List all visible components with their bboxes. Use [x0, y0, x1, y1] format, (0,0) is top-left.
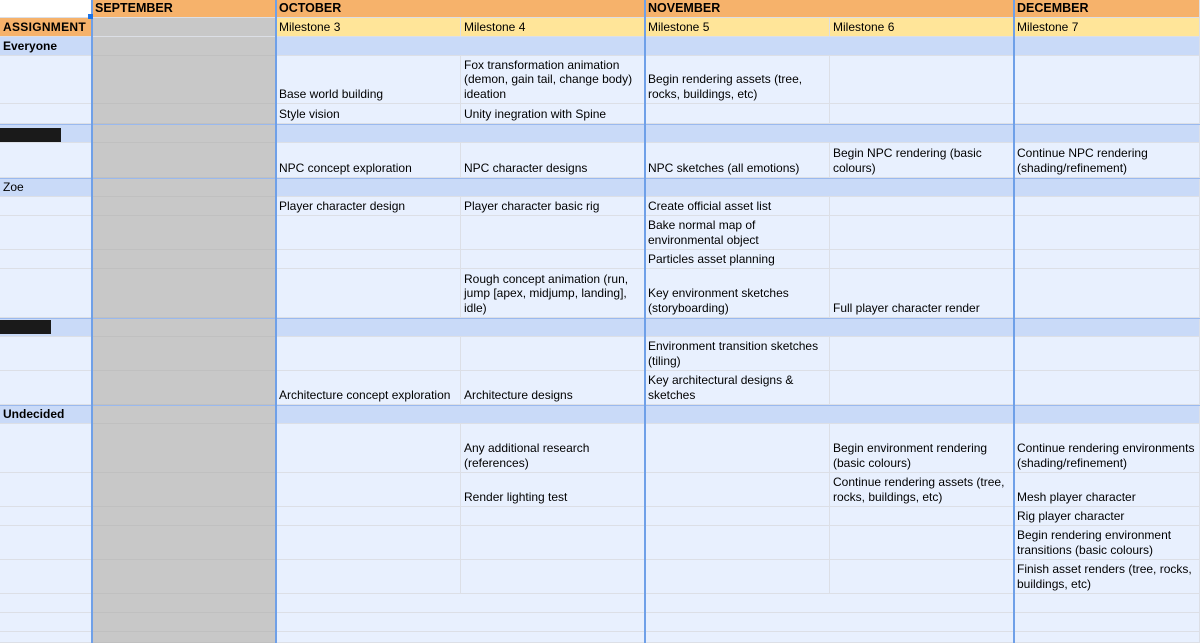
month-divider — [644, 0, 646, 643]
task-cell[interactable] — [276, 594, 1200, 613]
milestone-7[interactable]: Milestone 7 — [1014, 18, 1200, 37]
row-divider — [0, 318, 1200, 319]
task-cell[interactable]: NPC concept exploration — [276, 143, 461, 178]
task-cell[interactable] — [276, 269, 461, 318]
task-cell[interactable] — [276, 526, 461, 560]
task-cell[interactable] — [276, 424, 461, 473]
task-cell[interactable] — [461, 216, 645, 250]
milestone-4[interactable]: Milestone 4 — [461, 18, 645, 37]
september-cell[interactable] — [92, 424, 276, 473]
task-cell[interactable] — [461, 250, 645, 269]
task-cell[interactable] — [276, 613, 1200, 632]
task-cell[interactable]: Player character design — [276, 197, 461, 216]
task-cell[interactable]: Rig player character — [1014, 507, 1200, 526]
task-cell[interactable] — [830, 56, 1014, 104]
task-cell[interactable] — [276, 560, 461, 594]
redacted-name-bar — [0, 128, 61, 142]
task-cell[interactable]: Particles asset planning — [645, 250, 830, 269]
task-cell[interactable] — [1014, 337, 1200, 371]
assignee-cell[interactable] — [0, 337, 92, 371]
row-divider — [0, 405, 1200, 406]
task-cell[interactable] — [461, 507, 645, 526]
task-cell[interactable]: Begin rendering assets (tree, rocks, buildings, etc) — [645, 56, 830, 104]
month-header-october[interactable]: OCTOBER — [276, 0, 645, 18]
task-cell[interactable] — [830, 104, 1014, 124]
group-cell[interactable] — [276, 405, 1200, 424]
task-cell[interactable]: Begin NPC rendering (basic colours) — [830, 143, 1014, 178]
month-divider — [275, 0, 277, 643]
september-cell[interactable] — [92, 143, 276, 178]
september-cell[interactable] — [92, 318, 276, 337]
task-cell[interactable] — [830, 197, 1014, 216]
task-cell[interactable]: Continue NPC rendering (shading/refinement) — [1014, 143, 1200, 178]
assignee-cell[interactable] — [0, 613, 92, 632]
task-cell[interactable]: Create official asset list — [645, 197, 830, 216]
september-cell[interactable] — [92, 371, 276, 405]
task-cell[interactable] — [1014, 56, 1200, 104]
task-cell[interactable] — [1014, 197, 1200, 216]
task-cell[interactable] — [830, 371, 1014, 405]
task-cell[interactable]: Bake normal map of environmental object — [645, 216, 830, 250]
milestone-5[interactable]: Milestone 5 — [645, 18, 830, 37]
assignee-cell[interactable] — [0, 632, 92, 643]
september-cell[interactable] — [92, 632, 276, 643]
task-cell[interactable]: Render lighting test — [461, 473, 645, 507]
september-cell[interactable] — [92, 337, 276, 371]
task-cell[interactable] — [1014, 269, 1200, 318]
assignee-cell[interactable] — [0, 269, 92, 318]
september-cell[interactable] — [92, 594, 276, 613]
task-cell[interactable] — [645, 424, 830, 473]
month-header-september[interactable]: SEPTEMBER — [92, 0, 276, 18]
september-cell[interactable] — [92, 405, 276, 424]
month-header-november[interactable]: NOVEMBER — [645, 0, 1014, 18]
september-cell[interactable] — [92, 178, 276, 197]
task-cell[interactable]: Player character basic rig — [461, 197, 645, 216]
task-cell[interactable] — [276, 216, 461, 250]
task-cell[interactable] — [276, 473, 461, 507]
task-cell[interactable] — [461, 337, 645, 371]
task-cell[interactable] — [645, 104, 830, 124]
assignee-cell[interactable] — [0, 507, 92, 526]
task-cell[interactable]: Base world building — [276, 56, 461, 104]
task-cell[interactable]: NPC sketches (all emotions) — [645, 143, 830, 178]
assignee-cell[interactable] — [0, 594, 92, 613]
assignment-header[interactable]: ASSIGNMENT — [0, 18, 92, 37]
task-cell[interactable]: Fox transformation animation (demon, gain tail, change body) ideation — [461, 56, 645, 104]
task-cell[interactable]: Environment transition sketches (tiling) — [645, 337, 830, 371]
task-cell[interactable]: Rough concept animation (run, jump [apex, midjump, landing], idle) — [461, 269, 645, 318]
task-cell[interactable]: Mesh player character — [1014, 473, 1200, 507]
assignee-cell[interactable] — [0, 526, 92, 560]
task-cell[interactable] — [645, 473, 830, 507]
group-cell[interactable] — [276, 37, 1200, 56]
group-cell[interactable] — [276, 318, 1200, 337]
assignee-cell[interactable] — [0, 371, 92, 405]
corner-cell[interactable] — [0, 0, 92, 18]
group-everyone[interactable]: Everyone — [0, 37, 92, 56]
group-cell[interactable] — [276, 178, 1200, 197]
task-cell[interactable] — [276, 337, 461, 371]
task-cell[interactable] — [830, 507, 1014, 526]
task-cell[interactable]: Any additional research (references) — [461, 424, 645, 473]
task-cell[interactable]: Key environment sketches (storyboarding) — [645, 269, 830, 318]
september-cell[interactable] — [92, 507, 276, 526]
task-cell[interactable]: Architecture concept exploration — [276, 371, 461, 405]
september-cell[interactable] — [92, 124, 276, 143]
selection-handle[interactable] — [88, 14, 93, 19]
group-undecided[interactable]: Undecided — [0, 405, 92, 424]
task-cell[interactable] — [461, 526, 645, 560]
group-zoe[interactable]: Zoe — [0, 178, 92, 197]
september-cell[interactable] — [92, 560, 276, 594]
september-cell[interactable] — [92, 250, 276, 269]
assignee-cell[interactable] — [0, 104, 92, 124]
task-cell[interactable] — [645, 507, 830, 526]
task-cell[interactable]: NPC character designs — [461, 143, 645, 178]
row-divider — [0, 124, 1200, 125]
task-cell[interactable] — [830, 337, 1014, 371]
task-cell[interactable] — [276, 250, 461, 269]
month-divider — [1013, 0, 1015, 643]
task-cell[interactable]: Unity inegration with Spine — [461, 104, 645, 124]
september-cell[interactable] — [92, 56, 276, 104]
assignee-cell[interactable] — [0, 216, 92, 250]
milestone-3[interactable]: Milestone 3 — [276, 18, 461, 37]
september-cell[interactable] — [92, 269, 276, 318]
task-cell[interactable]: Continue rendering environments (shading/refinement) — [1014, 424, 1200, 473]
task-cell[interactable]: Finish asset renders (tree, rocks, buildings, etc) — [1014, 560, 1200, 594]
september-cell[interactable] — [92, 197, 276, 216]
assignee-cell[interactable] — [0, 473, 92, 507]
task-cell[interactable] — [830, 526, 1014, 560]
september-cell[interactable] — [92, 613, 276, 632]
task-cell[interactable] — [830, 560, 1014, 594]
assignee-cell[interactable] — [0, 197, 92, 216]
task-cell[interactable]: Style vision — [276, 104, 461, 124]
row-divider — [0, 178, 1200, 179]
task-cell[interactable] — [1014, 371, 1200, 405]
task-cell[interactable] — [645, 560, 830, 594]
september-cell[interactable] — [92, 37, 276, 56]
task-cell[interactable] — [276, 632, 1200, 643]
task-cell[interactable]: Full player character render — [830, 269, 1014, 318]
group-cell[interactable] — [276, 124, 1200, 143]
task-cell[interactable] — [645, 526, 830, 560]
assignee-cell[interactable] — [0, 424, 92, 473]
month-divider — [91, 0, 93, 643]
september-cell[interactable] — [92, 526, 276, 560]
task-cell[interactable] — [830, 216, 1014, 250]
task-cell[interactable]: Begin environment rendering (basic colours) — [830, 424, 1014, 473]
task-cell[interactable]: Architecture designs — [461, 371, 645, 405]
assignee-cell[interactable] — [0, 250, 92, 269]
task-cell[interactable]: Key architectural designs & sketches — [645, 371, 830, 405]
task-cell[interactable] — [461, 560, 645, 594]
redacted-name-bar — [0, 320, 51, 334]
task-cell[interactable] — [276, 507, 461, 526]
assignee-cell[interactable] — [0, 560, 92, 594]
month-header-december[interactable]: DECEMBER — [1014, 0, 1200, 18]
task-cell[interactable] — [1014, 104, 1200, 124]
september-milestone-cell[interactable] — [92, 18, 276, 37]
task-cell[interactable]: Begin rendering environment transitions (basic colours) — [1014, 526, 1200, 560]
task-cell[interactable] — [830, 250, 1014, 269]
september-cell[interactable] — [92, 104, 276, 124]
september-cell[interactable] — [92, 216, 276, 250]
task-cell[interactable]: Continue rendering assets (tree, rocks, buildings, etc) — [830, 473, 1014, 507]
september-cell[interactable] — [92, 473, 276, 507]
task-cell[interactable] — [1014, 216, 1200, 250]
assignee-cell[interactable] — [0, 143, 92, 178]
milestone-6[interactable]: Milestone 6 — [830, 18, 1014, 37]
task-cell[interactable] — [1014, 250, 1200, 269]
assignee-cell[interactable] — [0, 56, 92, 104]
